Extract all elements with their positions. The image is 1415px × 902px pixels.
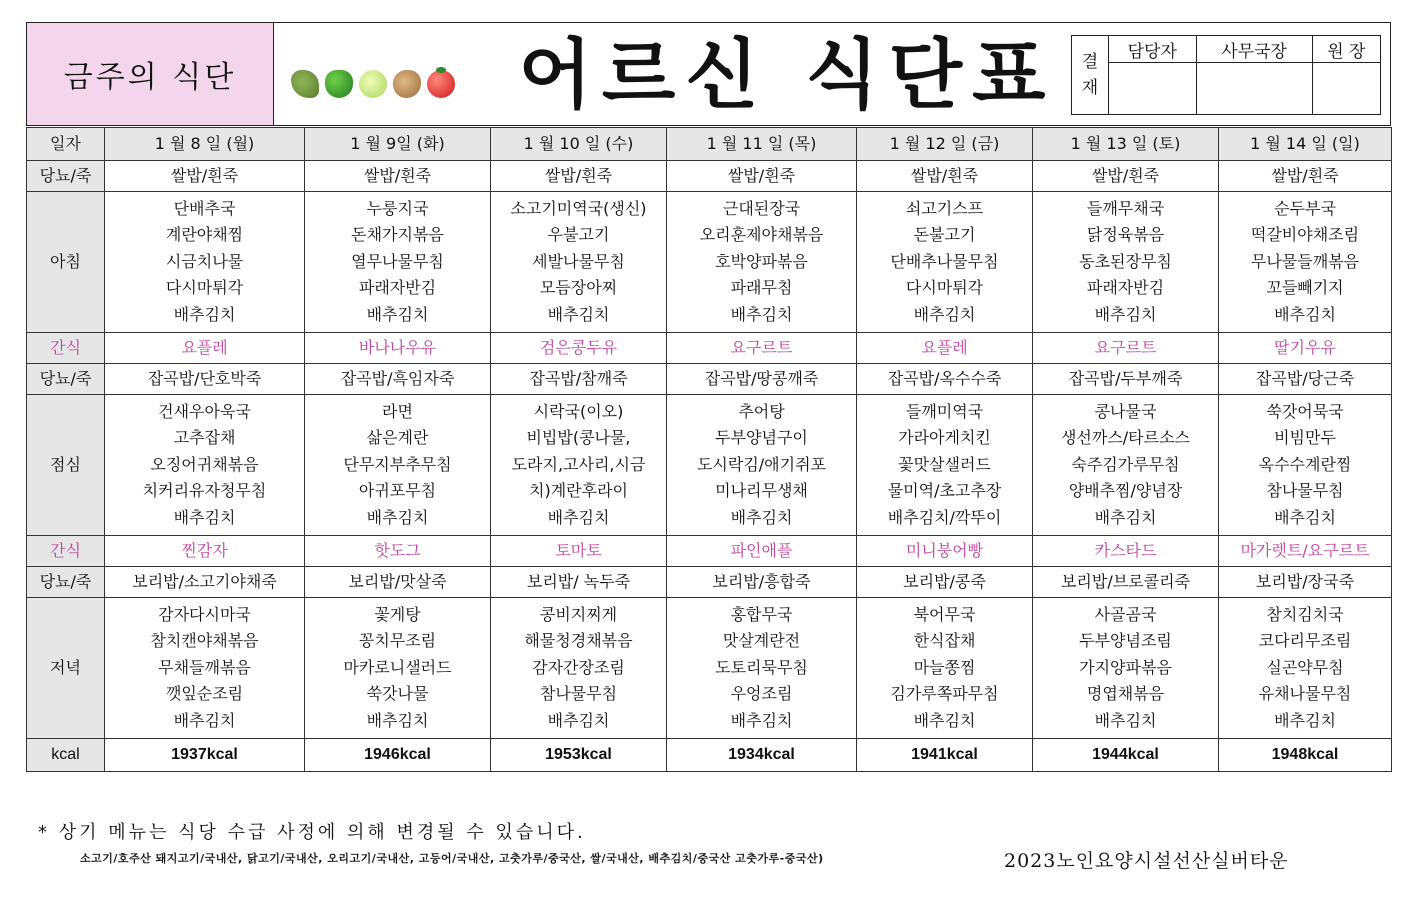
dish-item: 도시락김/애기쥐포 <box>696 454 827 474</box>
dish-item: 닭정육볶음 <box>1086 225 1165 245</box>
date-cell-day-2: 1 월 9일 (화) <box>305 128 491 161</box>
dish-item: 호박양파볶음 <box>715 251 808 271</box>
porridge-breakfast-cell-day-2: 쌀밥/흰죽 <box>305 161 491 192</box>
dish-item: 배추김치 <box>1274 710 1336 730</box>
lunch-cell-day-2 <box>305 395 491 536</box>
dish-item: 마늘쫑찜 <box>913 657 976 677</box>
dish-item: 추어탕 <box>738 401 785 421</box>
dish-item: 쑥갓어묵국 <box>1266 401 1344 421</box>
kcal-cell-day-1: 1937kcal <box>105 739 305 772</box>
breakfast-cell-day-7 <box>1219 192 1392 333</box>
tomato-icon <box>427 70 455 98</box>
dish-item: 참치캔야채볶음 <box>150 631 259 651</box>
dish-item: 옥수수계란찜 <box>1258 454 1352 474</box>
porridge-dinner-cell-day-2: 보리밥/맛살죽 <box>305 567 491 598</box>
dish-item: 배추김치/깍뚜이 <box>887 507 1002 527</box>
date-row <box>27 128 1392 161</box>
approval-col-director: 원 장 <box>1312 36 1380 63</box>
porridge-dinner-cell-day-3: 보리밥/ 녹두죽 <box>491 567 667 598</box>
lunch-cell-day-1 <box>105 395 305 536</box>
snack-am-cell-day-4: 요구르트 <box>667 333 857 364</box>
dish-item: 해물청경채볶음 <box>524 631 633 651</box>
snack-pm-cell-day-7: 마가렛트/요구르트 <box>1219 536 1392 567</box>
row-label-porridge: 당뇨/죽 <box>27 364 105 395</box>
dish-item: 배추김치 <box>366 710 429 730</box>
dish-item: 동초된장무침 <box>1079 251 1172 271</box>
dish-item: 누룽지국 <box>366 198 429 218</box>
snack-am-cell-day-7: 딸기우유 <box>1219 333 1392 364</box>
row-label-breakfast: 아침 <box>27 192 105 333</box>
dish-item: 꽃게탕 <box>374 604 421 624</box>
pepper-icon <box>325 70 353 98</box>
vegetable-icons <box>291 67 455 101</box>
dish-item: 배추김치 <box>913 304 976 324</box>
dish-item: 아귀포무침 <box>358 481 437 501</box>
dish-item: 들깨무채국 <box>1086 198 1165 218</box>
weekly-menu-label: 금주의 식단 <box>27 23 274 125</box>
dish-item: 유채나물무침 <box>1258 684 1352 704</box>
row-label-date: 일자 <box>27 128 105 161</box>
dish-item: 들깨미역국 <box>905 401 984 421</box>
snack-am-cell-day-5: 요플레 <box>857 333 1033 364</box>
dish-item: 다시마튀각 <box>165 278 244 298</box>
approval-sign-director[interactable] <box>1312 63 1380 115</box>
broccoli-icon <box>291 70 319 98</box>
porridge-breakfast-cell-day-6: 쌀밥/흰죽 <box>1033 161 1219 192</box>
dish-item: 배추김치 <box>913 710 976 730</box>
lunch-row <box>27 395 1392 536</box>
dish-item: 코다리무조림 <box>1258 631 1352 651</box>
dish-item: 우엉조림 <box>730 684 793 704</box>
dish-item: 단배추나물무침 <box>890 251 999 271</box>
dish-item: 배추김치 <box>1094 507 1157 527</box>
dish-item: 참나물무침 <box>1266 481 1344 501</box>
row-label-lunch: 점심 <box>27 395 105 536</box>
date-cell-day-3: 1 월 10 일 (수) <box>491 128 667 161</box>
dish-item: 소고기미역국(생신) <box>510 198 647 218</box>
porridge-lunch-cell-day-7: 잡곡밥/당근죽 <box>1219 364 1392 395</box>
dish-item: 숙주김가루무침 <box>1071 454 1180 474</box>
dinner-cell-day-3 <box>491 598 667 739</box>
dish-item: 열무나물무침 <box>351 251 444 271</box>
porridge-breakfast-cell-day-4: 쌀밥/흰죽 <box>667 161 857 192</box>
menu-header <box>26 22 1391 126</box>
dish-item: 우불고기 <box>547 225 610 245</box>
dish-item: 배추김치 <box>366 507 429 527</box>
date-cell-day-7: 1 월 14 일 (일) <box>1219 128 1392 161</box>
origin-info: 소고기/호주산 돼지고기/국내산, 닭고기/국내산, 오리고기/국내산, 고등어/국내산, 고춧가루/중국산, 쌀/국내산, 배추김치/중국산 고춧가루-중국산) <box>80 852 824 865</box>
dish-item: 홍합무국 <box>730 604 793 624</box>
dish-item: 생선까스/타르소스 <box>1060 428 1191 448</box>
snack-am-cell-day-2: 바나나우유 <box>305 333 491 364</box>
date-cell-day-5: 1 월 12 일 (금) <box>857 128 1033 161</box>
dinner-cell-day-2 <box>305 598 491 739</box>
kcal-cell-day-4: 1934kcal <box>667 739 857 772</box>
dinner-cell-day-7 <box>1219 598 1392 739</box>
dish-item: 콩비지찌게 <box>539 604 618 624</box>
dish-item: 비빔만두 <box>1274 428 1336 448</box>
porridge-breakfast-cell-day-1: 쌀밥/흰죽 <box>105 161 305 192</box>
dish-item: 시금치나물 <box>165 251 244 271</box>
dish-item: 두부양념조림 <box>1079 631 1172 651</box>
dish-item: 배추김치 <box>173 304 236 324</box>
date-cell-day-4: 1 월 11 일 (목) <box>667 128 857 161</box>
dish-item: 무나물들깨볶음 <box>1250 251 1360 271</box>
porridge-dinner-cell-day-6: 보리밥/브로콜리죽 <box>1033 567 1219 598</box>
dish-item: 마카로니샐러드 <box>343 657 452 677</box>
breakfast-cell-day-1 <box>105 192 305 333</box>
snack-pm-cell-day-4: 파인애플 <box>667 536 857 567</box>
dish-item: 배추김치 <box>1274 507 1336 527</box>
kcal-row <box>27 739 1392 772</box>
dish-item: 실곤약무침 <box>1266 657 1344 677</box>
dish-item: 배추김치 <box>730 507 793 527</box>
dish-item: 꼬들빼기지 <box>1266 278 1344 298</box>
dish-item: 감자간장조림 <box>532 657 625 677</box>
porridge-lunch-cell-day-2: 잡곡밥/흑임자죽 <box>305 364 491 395</box>
dish-item: 고추잡채 <box>173 428 236 448</box>
dish-item: 배추김치 <box>1094 710 1157 730</box>
dish-item: 돈채가지볶음 <box>351 225 444 245</box>
approval-sign-manager[interactable] <box>1109 63 1197 115</box>
dish-item: 오징어귀채볶음 <box>150 454 259 474</box>
dish-item: 참치김치국 <box>1266 604 1344 624</box>
dish-item: 배추김치 <box>547 507 610 527</box>
porridge-breakfast-cell-day-5: 쌀밥/흰죽 <box>857 161 1033 192</box>
dish-item: 두부양념구이 <box>715 428 808 448</box>
dish-item: 깻잎순조림 <box>165 684 244 704</box>
porridge-lunch-cell-day-3: 잡곡밥/참깨죽 <box>491 364 667 395</box>
dish-item: 배추김치 <box>547 304 610 324</box>
dinner-cell-day-1 <box>105 598 305 739</box>
dish-item: 도토리묵무침 <box>715 657 808 677</box>
dish-item: 배추김치 <box>173 507 236 527</box>
snack-am-row <box>27 333 1392 364</box>
porridge-dinner-cell-day-5: 보리밥/콩죽 <box>857 567 1033 598</box>
row-label-snack: 간식 <box>27 333 105 364</box>
dish-item: 파래자반김 <box>358 278 437 298</box>
dish-item: 떡갈비야채조림 <box>1250 225 1360 245</box>
porridge-dinner-cell-day-7: 보리밥/장국죽 <box>1219 567 1392 598</box>
porridge-lunch-row <box>27 364 1392 395</box>
dish-item: 배추김치 <box>547 710 610 730</box>
date-cell-day-1: 1 월 8 일 (월) <box>105 128 305 161</box>
dish-item: 도라지,고사리,시금 <box>511 454 646 474</box>
dish-item: 사골곰국 <box>1094 604 1157 624</box>
porridge-dinner-row <box>27 567 1392 598</box>
snack-am-cell-day-6: 요구르트 <box>1033 333 1219 364</box>
breakfast-cell-day-3 <box>491 192 667 333</box>
breakfast-cell-day-6 <box>1033 192 1219 333</box>
snack-pm-cell-day-2: 핫도그 <box>305 536 491 567</box>
snack-am-cell-day-3: 검은콩두유 <box>491 333 667 364</box>
dish-item: 오리훈제야채볶음 <box>699 225 824 245</box>
potato-icon <box>393 70 421 98</box>
dish-item: 쑥갓나물 <box>366 684 429 704</box>
dish-item: 건새우아욱국 <box>158 401 251 421</box>
dish-item: 시락국(이오) <box>533 401 624 421</box>
dish-item: 치)계란후라이 <box>529 481 628 501</box>
dish-item: 한식잡채 <box>913 631 976 651</box>
dish-item: 배추김치 <box>730 304 793 324</box>
dish-item: 라면 <box>382 401 413 421</box>
dish-item: 배추김치 <box>1274 304 1336 324</box>
lunch-cell-day-4 <box>667 395 857 536</box>
lunch-cell-day-3 <box>491 395 667 536</box>
dish-item: 명엽채볶음 <box>1086 684 1165 704</box>
kcal-cell-day-2: 1946kcal <box>305 739 491 772</box>
approval-col-secretary: 사무국장 <box>1196 36 1312 63</box>
dish-item: 세발나물무침 <box>532 251 625 271</box>
approval-side-label <box>1072 36 1109 115</box>
dish-item: 다시마튀각 <box>905 278 984 298</box>
lunch-cell-day-7 <box>1219 395 1392 536</box>
dish-item: 단배추국 <box>173 198 236 218</box>
dish-item: 쇠고기스프 <box>905 198 984 218</box>
kcal-cell-day-5: 1941kcal <box>857 739 1033 772</box>
kcal-cell-day-3: 1953kcal <box>491 739 667 772</box>
dish-item: 배추김치 <box>1094 304 1157 324</box>
lunch-cell-day-6 <box>1033 395 1219 536</box>
dish-item: 무채들깨볶음 <box>158 657 251 677</box>
porridge-dinner-cell-day-4: 보리밥/흥합죽 <box>667 567 857 598</box>
approval-side-1: 결 <box>1081 52 1099 72</box>
dinner-cell-day-4 <box>667 598 857 739</box>
dinner-row <box>27 598 1392 739</box>
dish-item: 삶은계란 <box>366 428 429 448</box>
snack-pm-cell-day-3: 토마토 <box>491 536 667 567</box>
dish-item: 순두부국 <box>1274 198 1336 218</box>
row-label-porridge: 당뇨/죽 <box>27 161 105 192</box>
dinner-cell-day-5 <box>857 598 1033 739</box>
page-title: 어르신 식단표 <box>518 30 1056 119</box>
dinner-cell-day-6 <box>1033 598 1219 739</box>
snack-pm-cell-day-1: 찐감자 <box>105 536 305 567</box>
dish-item: 가지양파볶음 <box>1079 657 1172 677</box>
snack-pm-cell-day-5: 미니붕어빵 <box>857 536 1033 567</box>
dish-item: 미나리무생채 <box>715 481 808 501</box>
row-label-porridge: 당뇨/죽 <box>27 567 105 598</box>
porridge-lunch-cell-day-1: 잡곡밥/단호박죽 <box>105 364 305 395</box>
dish-item: 비빕밥(콩나물, <box>526 428 631 448</box>
dish-item: 가라아게치킨 <box>898 428 991 448</box>
porridge-lunch-cell-day-5: 잡곡밥/옥수수죽 <box>857 364 1033 395</box>
snack-pm-row <box>27 536 1392 567</box>
row-label-kcal: kcal <box>27 739 105 772</box>
menu-table <box>26 127 1392 772</box>
breakfast-cell-day-2 <box>305 192 491 333</box>
kcal-cell-day-7: 1948kcal <box>1219 739 1392 772</box>
snack-am-cell-day-1: 요플레 <box>105 333 305 364</box>
porridge-breakfast-row <box>27 161 1392 192</box>
dish-item: 꽁치무조림 <box>358 631 437 651</box>
dish-item: 단무지부추무침 <box>343 454 452 474</box>
dish-item: 치커리유자청무침 <box>142 481 267 501</box>
dish-item: 맛살계란전 <box>722 631 801 651</box>
cabbage-icon <box>359 70 387 98</box>
dish-item: 돈불고기 <box>913 225 976 245</box>
dish-item: 북어무국 <box>913 604 976 624</box>
lunch-cell-day-5 <box>857 395 1033 536</box>
change-notice: * 상기 메뉴는 식당 수급 사정에 의해 변경될 수 있습니다. <box>38 822 586 843</box>
dish-item: 콩나물국 <box>1094 401 1157 421</box>
breakfast-cell-day-4 <box>667 192 857 333</box>
dish-item: 양배추찜/양념장 <box>1068 481 1183 501</box>
approval-sign-secretary[interactable] <box>1196 63 1312 115</box>
dish-item: 모듬장아찌 <box>539 278 618 298</box>
porridge-lunch-cell-day-4: 잡곡밥/땅콩깨죽 <box>667 364 857 395</box>
dish-item: 배추김치 <box>366 304 429 324</box>
row-label-dinner: 저녁 <box>27 598 105 739</box>
row-label-snack: 간식 <box>27 536 105 567</box>
kcal-cell-day-6: 1944kcal <box>1033 739 1219 772</box>
dish-item: 꽃맛살샐러드 <box>898 454 991 474</box>
dish-item: 배추김치 <box>173 710 236 730</box>
porridge-lunch-cell-day-6: 잡곡밥/두부깨죽 <box>1033 364 1219 395</box>
dish-item: 참나물무침 <box>539 684 618 704</box>
date-cell-day-6: 1 월 13 일 (토) <box>1033 128 1219 161</box>
breakfast-row <box>27 192 1392 333</box>
dish-item: 파래무침 <box>730 278 793 298</box>
dish-item: 파래자반김 <box>1086 278 1165 298</box>
porridge-dinner-cell-day-1: 보리밥/소고기야채죽 <box>105 567 305 598</box>
snack-pm-cell-day-6: 카스타드 <box>1033 536 1219 567</box>
porridge-breakfast-cell-day-7: 쌀밥/흰죽 <box>1219 161 1392 192</box>
dish-item: 감자다시마국 <box>158 604 251 624</box>
approval-box <box>1071 35 1381 115</box>
approval-col-manager: 담당자 <box>1109 36 1197 63</box>
dish-item: 근대된장국 <box>722 198 801 218</box>
approval-side-2: 재 <box>1081 78 1099 98</box>
dish-item: 계란야채찜 <box>165 225 244 245</box>
breakfast-cell-day-5 <box>857 192 1033 333</box>
dish-item: 배추김치 <box>730 710 793 730</box>
dish-item: 물미역/초고추장 <box>887 481 1002 501</box>
facility-name: 2023노인요양시설선산실버타운 <box>1004 850 1289 872</box>
porridge-breakfast-cell-day-3: 쌀밥/흰죽 <box>491 161 667 192</box>
dish-item: 김가루쪽파무침 <box>890 684 999 704</box>
